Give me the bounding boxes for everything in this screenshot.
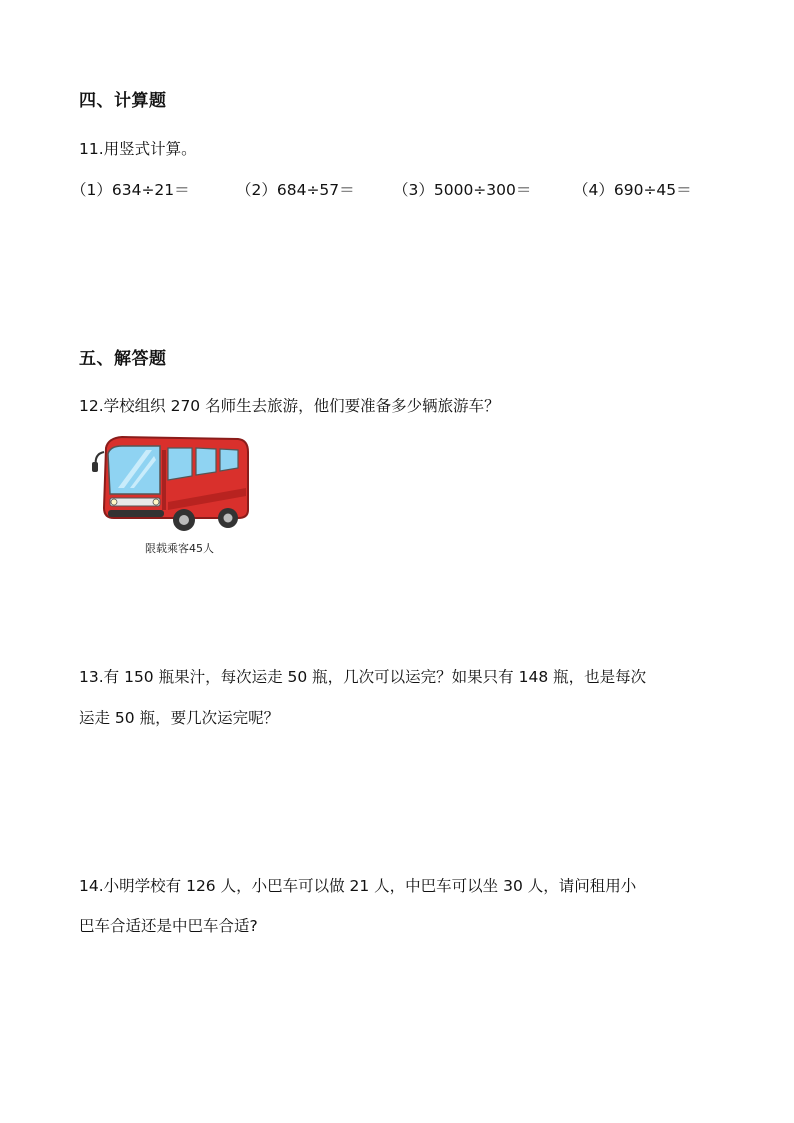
bus-icon: [88, 432, 258, 537]
question-11-title: 11.用竖式计算。: [79, 140, 197, 158]
calc-item-4: （4）690÷45＝: [573, 181, 692, 199]
question-12: 12.学校组织 270 名师生去旅游，他们要准备多少辆旅游车？: [79, 397, 500, 415]
calc-item-2: （2）684÷57＝: [236, 181, 355, 199]
section-heading-calculation: 四、计算题: [79, 91, 167, 111]
question-13-line-2: 运走 50 瓶，要几次运完呢？: [79, 709, 280, 727]
question-13-line-1: 13.有 150 瓶果汁，每次运走 50 瓶，几次可以运完？如果只有 148 瓶，也是每次: [79, 668, 647, 686]
calc-item-1: （1）634÷21＝: [71, 181, 190, 199]
question-14-line-1: 14.小明学校有 126 人，小巴车可以做 21 人，中巴车可以坐 30 人，请问租用小: [79, 877, 637, 895]
question-14-line-2: 巴车合适还是中巴车合适?: [79, 917, 258, 935]
bus-figure: [88, 432, 258, 562]
calc-item-3: （3）5000÷300＝: [393, 181, 532, 199]
section-heading-word-problems: 五、解答题: [79, 349, 167, 369]
bus-capacity-caption: 限载乘客45人: [145, 542, 214, 555]
